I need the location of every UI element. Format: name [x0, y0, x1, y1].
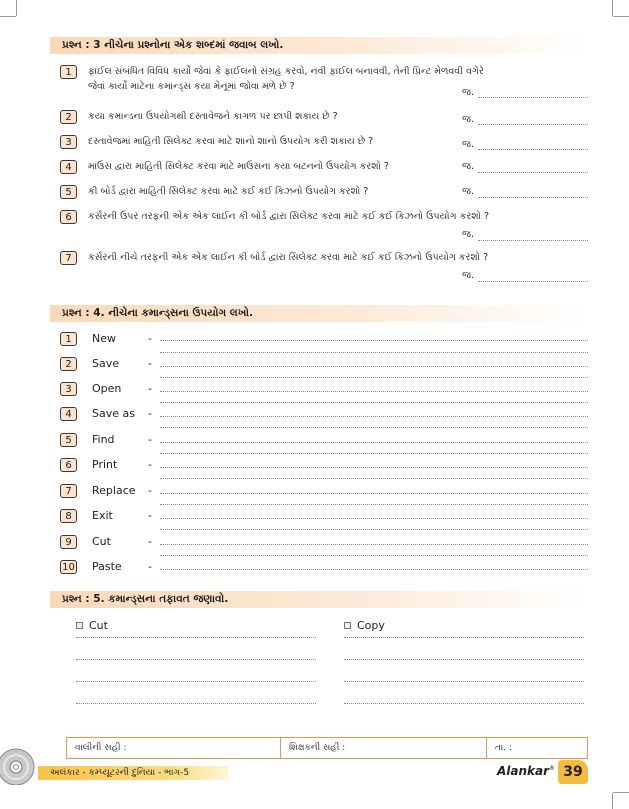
cut-answer-line[interactable]	[76, 681, 316, 682]
command-number: 4	[60, 407, 77, 421]
answer-prefix: જ.	[462, 87, 475, 98]
command-dash: -	[148, 458, 152, 471]
date-field[interactable]: તા. :	[495, 743, 512, 753]
command-number: 1	[60, 332, 77, 346]
command-answer-line[interactable]	[160, 529, 588, 530]
question-text: કર્સરની નીચે તરફની એક એક લાઈન કી બોર્ડ દ્વારા સિલેક્ટ કરવા માટે કઈ કઈ કિઝનો ઉપયોગ કરશો ?	[88, 252, 489, 263]
question-number: 1	[60, 65, 77, 79]
question-text: કી બોર્ડ દ્વારા માહિતી સિલેક્ટ કરવા માટે કઈ કઈ કિઝનો ઉપયોગ કરશો ?	[88, 186, 369, 197]
question-number: 4	[60, 160, 77, 174]
command-number: 8	[60, 509, 77, 523]
answer-prefix: જ.	[462, 186, 475, 197]
answer-line[interactable]	[478, 149, 588, 150]
command-answer-line[interactable]	[160, 377, 588, 378]
copy-title-text: Copy	[357, 619, 385, 632]
command-number: 3	[60, 382, 77, 396]
command-answer-line[interactable]	[160, 493, 588, 494]
section-4-heading: પ્રશ્ન : 4. નીચેના કમાન્ડ્સના ઉપયોગ લખો.	[50, 305, 588, 322]
question-text: માઉસ દ્વારા માહિતી સિલેક્ટ કરવા માટે માઉસના કયા બટનનો ઉપયોગ કરશો ?	[88, 161, 389, 172]
cut-column-title	[76, 619, 108, 632]
answer-line[interactable]	[478, 97, 588, 98]
command-answer-line[interactable]	[160, 340, 588, 341]
copy-answer-line[interactable]	[344, 681, 584, 682]
copy-answer-line[interactable]	[344, 703, 584, 704]
crop-mark	[613, 16, 629, 17]
command-dash: -	[148, 560, 152, 573]
command-label: Replace	[92, 484, 136, 497]
command-label: Print	[92, 458, 118, 471]
crop-mark	[16, 0, 17, 16]
command-answer-line[interactable]	[160, 555, 588, 556]
copy-answer-line[interactable]	[344, 637, 584, 638]
command-dash: -	[148, 407, 152, 420]
signature-bar	[66, 737, 588, 759]
bullet-icon	[344, 622, 351, 629]
question-text: કર્સરની ઉપર તરફની એક એક લાઈન કી બોર્ડ દ્વારા સિલેક્ટ કરવા માટે કઈ કઈ કિઝનો ઉપયોગ કરશો ?	[88, 211, 490, 222]
command-answer-line[interactable]	[160, 544, 588, 545]
command-dash: -	[148, 332, 152, 345]
command-answer-line[interactable]	[160, 442, 588, 443]
command-answer-line[interactable]	[160, 518, 588, 519]
command-dash: -	[148, 357, 152, 370]
command-number: 7	[60, 484, 77, 498]
page-number: 39	[558, 760, 588, 784]
answer-prefix: જ.	[462, 139, 475, 150]
command-label: Find	[92, 433, 115, 446]
bullet-icon	[76, 622, 83, 629]
teacher-signature-field[interactable]: શિક્ષકની સહી :	[281, 738, 487, 758]
question-number: 5	[60, 185, 77, 199]
question-text: કયા કમાન્ડના ઉપયોગથી દસ્તાવેજને કાગળ પર છાપી શકાય છે ?	[88, 111, 338, 122]
command-answer-line[interactable]	[160, 453, 588, 454]
cut-answer-line[interactable]	[76, 637, 316, 638]
command-answer-line[interactable]	[160, 467, 588, 468]
brand-name: Alankar	[497, 764, 550, 778]
question-number: 2	[60, 110, 77, 124]
answer-prefix: જ.	[462, 161, 475, 172]
answer-prefix: જ.	[462, 229, 475, 240]
copy-answer-line[interactable]	[344, 659, 584, 660]
answer-line[interactable]	[478, 197, 588, 198]
question-number: 3	[60, 135, 77, 149]
command-answer-line[interactable]	[160, 478, 588, 479]
command-number: 10	[60, 560, 77, 574]
command-number: 6	[60, 458, 77, 472]
cut-title-text: Cut	[89, 619, 108, 632]
command-answer-line[interactable]	[160, 402, 588, 403]
command-label: Exit	[92, 509, 113, 522]
cd-icon	[0, 745, 40, 785]
command-dash: -	[148, 484, 152, 497]
question-text-line2: જેવાં કાર્યો માટેના કમાન્ડ્સ કયા મેનૂમાં જોવા મળે છે ?	[88, 81, 295, 92]
command-dash: -	[148, 382, 152, 395]
command-answer-line[interactable]	[160, 391, 588, 392]
answer-line[interactable]	[478, 240, 588, 241]
command-answer-line[interactable]	[160, 569, 588, 570]
command-label: Paste	[92, 560, 122, 573]
command-answer-line[interactable]	[160, 416, 588, 417]
registered-mark: ®	[549, 765, 556, 772]
command-number: 9	[60, 535, 77, 549]
command-label: Save	[92, 357, 120, 370]
command-answer-line[interactable]	[160, 352, 588, 353]
parent-signature-field[interactable]: વાલીની સહી :	[67, 738, 281, 758]
answer-line[interactable]	[478, 281, 588, 282]
series-title: અલંકાર - કમ્પ્યૂટરની દુનિયા - ભાગ-5	[38, 766, 228, 780]
command-answer-line[interactable]	[160, 427, 588, 428]
crop-mark	[612, 793, 613, 809]
publisher-logo	[497, 764, 555, 778]
command-number: 2	[60, 357, 77, 371]
command-dash: -	[148, 509, 152, 522]
command-label: Open	[92, 382, 122, 395]
crop-mark	[0, 16, 16, 17]
answer-line[interactable]	[478, 124, 588, 125]
command-label: Cut	[92, 535, 111, 548]
section-5-heading: પ્રશ્ન : 5. કમાન્ડ્સના તફાવત જણાવો.	[50, 591, 588, 608]
question-number: 7	[60, 251, 77, 265]
copy-column-title	[344, 619, 385, 632]
answer-prefix: જ.	[462, 270, 475, 281]
cut-answer-line[interactable]	[76, 703, 316, 704]
crop-mark	[612, 0, 613, 16]
command-dash: -	[148, 535, 152, 548]
answer-line[interactable]	[478, 172, 588, 173]
crop-mark	[613, 792, 629, 793]
question-text: ફાઈલ સંબંધિત વિવિધ કાર્યો જેવાં કે ફાઈલનો સંગ્રહ કરવો, નવી ફાઈલ બનાવવી, તેની પ્રિન્ટ મેળવવી વગેરે	[88, 66, 484, 77]
command-label: Save as	[92, 407, 135, 420]
cut-answer-line[interactable]	[76, 659, 316, 660]
command-label: New	[92, 332, 116, 345]
command-number: 5	[60, 433, 77, 447]
command-answer-line[interactable]	[160, 504, 588, 505]
command-answer-line[interactable]	[160, 366, 588, 367]
section-3-heading: પ્રશ્ન : 3 નીચેના પ્રશ્નોના એક શબ્દમાં જવાબ લખો.	[50, 37, 588, 54]
command-dash: -	[148, 433, 152, 446]
answer-prefix: જ.	[462, 114, 475, 125]
question-text: દસ્તાવેજમાં માહિતી સિલેક્ટ કરવા માટે શાનો શાનો ઉપયોગ કરી શકાય છે ?	[88, 136, 374, 147]
question-number: 6	[60, 210, 77, 224]
